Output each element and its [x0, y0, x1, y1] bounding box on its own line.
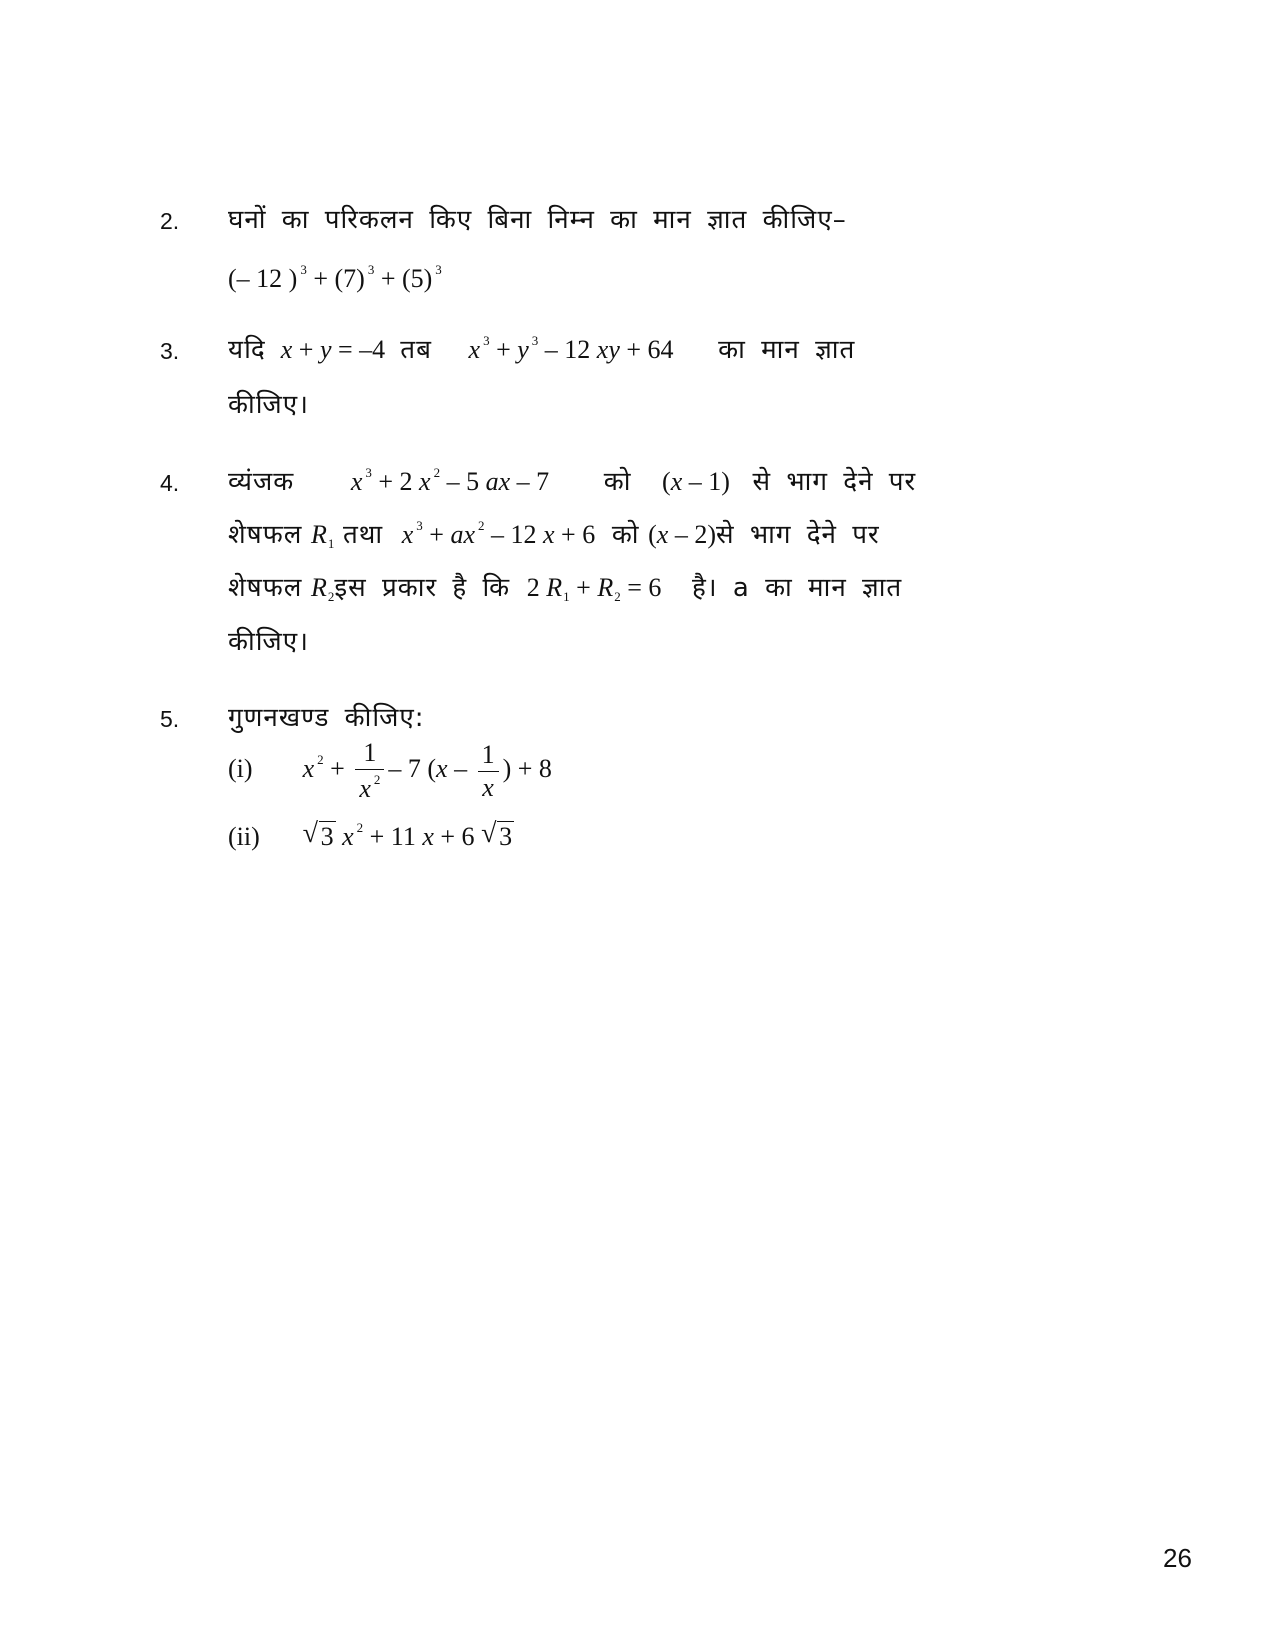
text: तथा: [342, 520, 384, 550]
text: से भाग देने पर: [716, 520, 880, 550]
part-label: (i): [228, 754, 253, 784]
text: को: [603, 467, 632, 497]
question-line-4: कीजिए।: [228, 627, 309, 657]
part-ii: [228, 820, 514, 852]
question-line-1: [228, 462, 916, 498]
text: का मान ज्ञात: [718, 335, 856, 365]
text: शेषफल: [228, 573, 303, 603]
question-line-2: [228, 515, 880, 552]
math-expression: $R_2$: [310, 573, 335, 604]
text: शेषफल: [228, 520, 303, 550]
math-expression: $R_1$: [310, 520, 335, 551]
text: को: [611, 520, 640, 550]
math-expression: x $^3$ + y $^3$ – 12 xy + 64: [468, 333, 674, 364]
text: है। a का मान ज्ञात: [691, 573, 903, 603]
math-expression: (x – 1): [662, 467, 730, 496]
question-text: घनों का परिकलन किए बिना निम्न का मान ज्ञात कीजिए–: [228, 205, 847, 235]
math-expression: (– 12 ) $^3$ + (7) $^3$ + (5) $^3$: [228, 262, 442, 293]
math-expression: x $^3$ + 2 x $^2$ – 5 ax – 7: [350, 465, 550, 496]
math-expression: (x – 2): [648, 520, 716, 549]
question-text: गुणनखण्ड कीजिए:: [228, 703, 425, 733]
question-line-2: कीजिए।: [228, 390, 309, 420]
part-label: (ii): [228, 822, 260, 851]
question-number: 4.: [160, 470, 180, 496]
math-expression: x $^3$ + ax $^2$ – 12 x + 6: [401, 518, 596, 549]
math-expression: 2 $R_1 + R_2 = 6$: [526, 573, 662, 604]
text: तब: [400, 335, 432, 365]
page-number: 26: [1163, 1543, 1192, 1573]
text: यदि: [228, 335, 266, 365]
question-number: 3.: [160, 338, 180, 364]
math-expression: √ 3 x $^2$ + 11 x + 6 √ 3: [302, 818, 513, 851]
text: इस प्रकार है कि: [334, 573, 511, 603]
question-number: 5.: [160, 706, 180, 732]
question-number: 2.: [160, 208, 180, 234]
part-i: [228, 740, 552, 802]
math-expression: x $^2$ + $\frac{1}{x ^2}$ – 7 (x – $\frac{1}{x}$ ) + 8: [302, 738, 552, 803]
text: व्यंजक: [228, 467, 295, 497]
question-line-1: [228, 330, 855, 366]
question-line-3: [228, 568, 902, 605]
text: से भाग देने पर: [752, 467, 917, 497]
math-expression: x + y = –4: [280, 335, 392, 364]
